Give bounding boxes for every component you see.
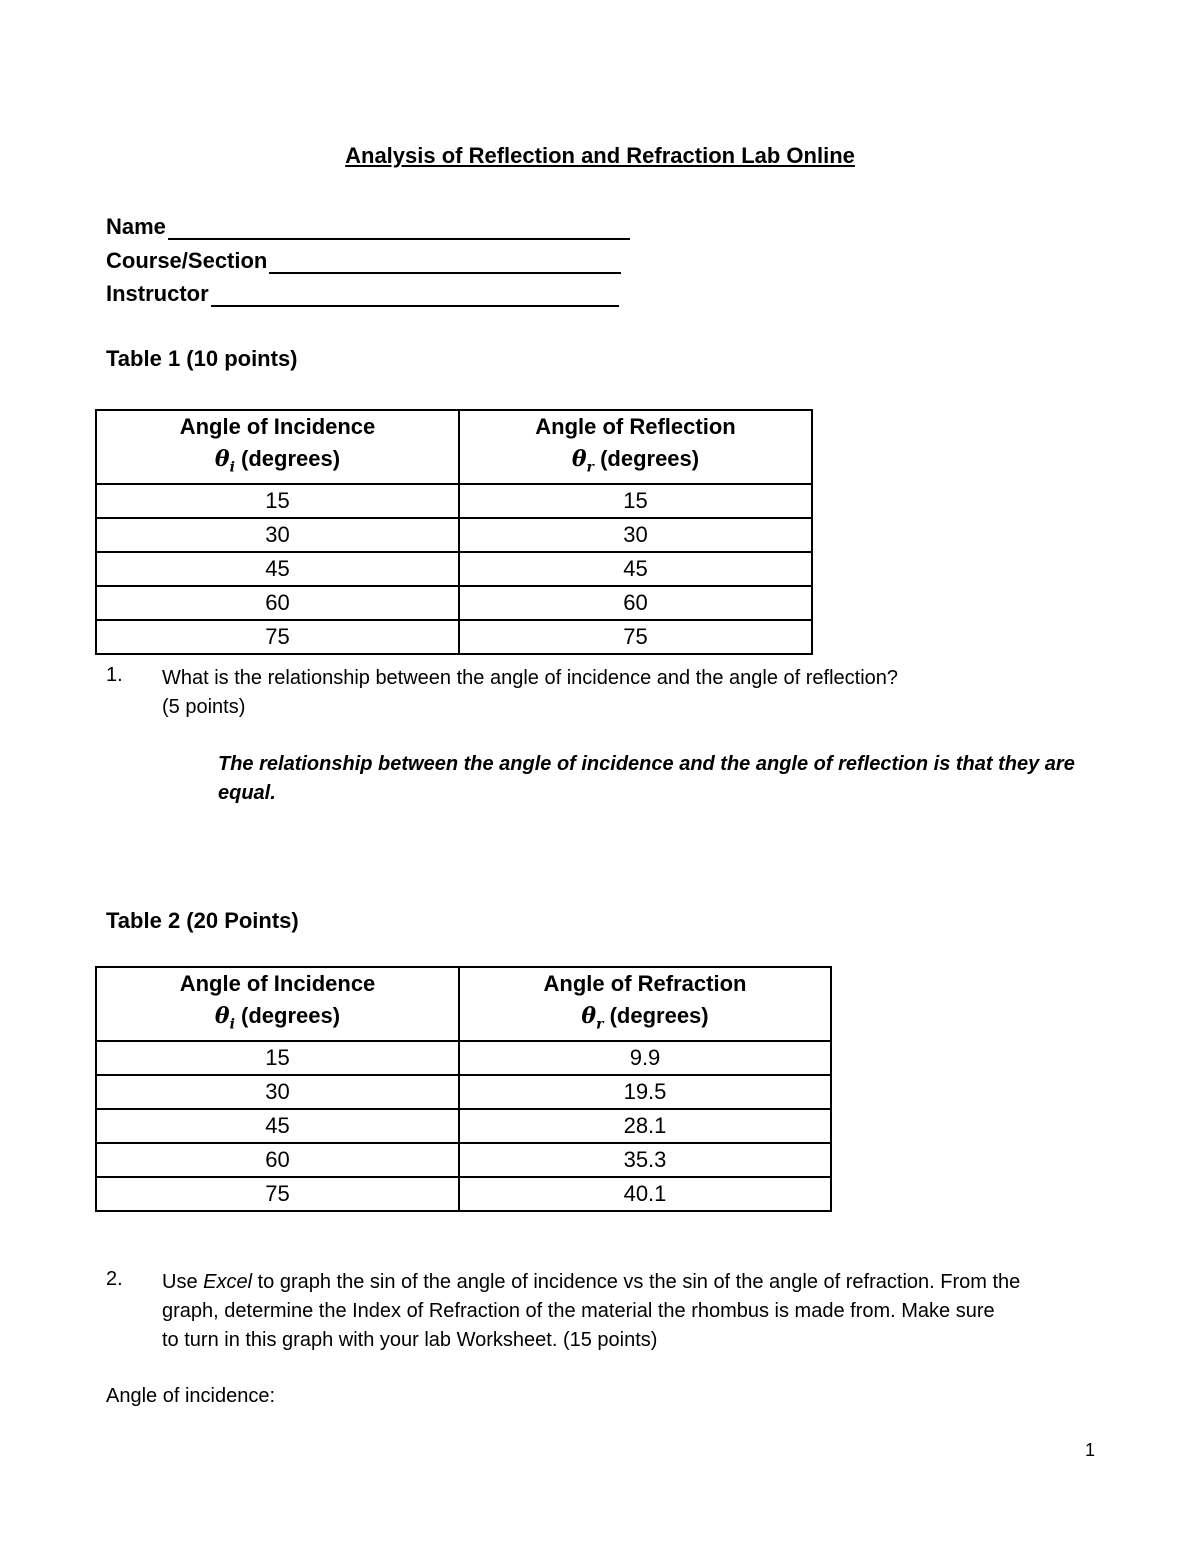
table2-col-refraction-header (459, 967, 831, 1041)
instructor-label: Instructor (106, 281, 209, 306)
table2-col-incidence-header (96, 967, 459, 1041)
table-cell: 15 (459, 484, 812, 518)
theta-i-symbol: $\theta_i$ (214, 1003, 235, 1033)
table-cell: 75 (96, 1177, 459, 1211)
theta-r-symbol: $\theta_r$ (571, 446, 594, 476)
table1-col-incidence-header (96, 410, 459, 484)
col-unit: (degrees) (609, 1003, 709, 1028)
table2-refraction (95, 966, 832, 1212)
table-row (96, 484, 812, 518)
table-cell: 30 (96, 1075, 459, 1109)
instructor-field (106, 277, 619, 307)
col-unit: (degrees) (241, 1003, 341, 1028)
table-row (96, 1075, 831, 1109)
table-header-row (96, 967, 831, 1041)
table-cell: 60 (96, 586, 459, 620)
table-cell: 40.1 (459, 1177, 831, 1211)
question2-text (162, 1268, 1020, 1355)
table-cell: 45 (459, 552, 812, 586)
table-cell: 19.5 (459, 1075, 831, 1109)
instructor-blank-line (211, 281, 619, 307)
course-label: Course/Section (106, 248, 268, 273)
table-row (96, 1041, 831, 1075)
table1-col-reflection-header (459, 410, 812, 484)
col-unit: (degrees) (600, 446, 700, 471)
table-row (96, 518, 812, 552)
table1-reflection (95, 409, 813, 655)
question1-line2: (5 points) (162, 696, 246, 718)
angle-of-incidence-label: Angle of incidence: (106, 1385, 276, 1407)
table-cell: 60 (96, 1143, 459, 1177)
table-row (96, 1143, 831, 1177)
table-cell: 15 (96, 484, 459, 518)
table-cell: 30 (459, 518, 812, 552)
course-field (106, 244, 621, 274)
table-cell: 15 (96, 1041, 459, 1075)
table-cell: 75 (459, 620, 812, 654)
question2-number: 2. (106, 1268, 123, 1290)
table-row (96, 552, 812, 586)
name-field (106, 210, 630, 240)
table-cell: 9.9 (459, 1041, 831, 1075)
theta-i-symbol: $\theta_i$ (214, 446, 235, 476)
table-cell: 45 (96, 552, 459, 586)
table-cell: 45 (96, 1109, 459, 1143)
question2-pre: Use (162, 1271, 204, 1293)
theta-r-symbol: $\theta_r$ (581, 1003, 604, 1033)
page-number: 1 (1085, 1440, 1096, 1460)
col-title: Angle of Refraction (543, 971, 747, 996)
question1-text (162, 664, 898, 722)
name-label: Name (106, 214, 166, 239)
table-cell: 75 (96, 620, 459, 654)
col-title: Angle of Reflection (535, 414, 736, 439)
table2-heading: Table 2 (20 Points) (106, 908, 299, 933)
question2-excel-word: Excel (203, 1271, 253, 1293)
table1-heading: Table 1 (10 points) (106, 346, 298, 371)
course-blank-line (269, 248, 621, 274)
question2-line1-rest: to graph the sin of the angle of incidence vs the sin of the angle of refraction. From the (252, 1271, 1021, 1293)
table-row (96, 1177, 831, 1211)
question1-line1: What is the relationship between the angle of incidence and the angle of reflection? (162, 667, 899, 689)
col-title: Angle of Incidence (179, 414, 376, 439)
table-cell: 28.1 (459, 1109, 831, 1143)
name-blank-line (168, 214, 630, 240)
page-title: Analysis of Reflection and Refraction Lab Online (345, 143, 855, 168)
question2-line2: graph, determine the Index of Refraction of the material the rhombus is made from. Make sure (162, 1300, 995, 1322)
table-cell: 60 (459, 586, 812, 620)
table-row (96, 620, 812, 654)
table-header-row (96, 410, 812, 484)
question1-answer: The relationship between the angle of incidence and the angle of reflection is that they are equal. (218, 753, 1075, 804)
table-row (96, 586, 812, 620)
table-row (96, 1109, 831, 1143)
table-cell: 30 (96, 518, 459, 552)
question2-line3: to turn in this graph with your lab Worksheet. (15 points) (162, 1329, 658, 1351)
col-title: Angle of Incidence (179, 971, 376, 996)
table-cell: 35.3 (459, 1143, 831, 1177)
question1-number: 1. (106, 664, 123, 686)
col-unit: (degrees) (241, 446, 341, 471)
